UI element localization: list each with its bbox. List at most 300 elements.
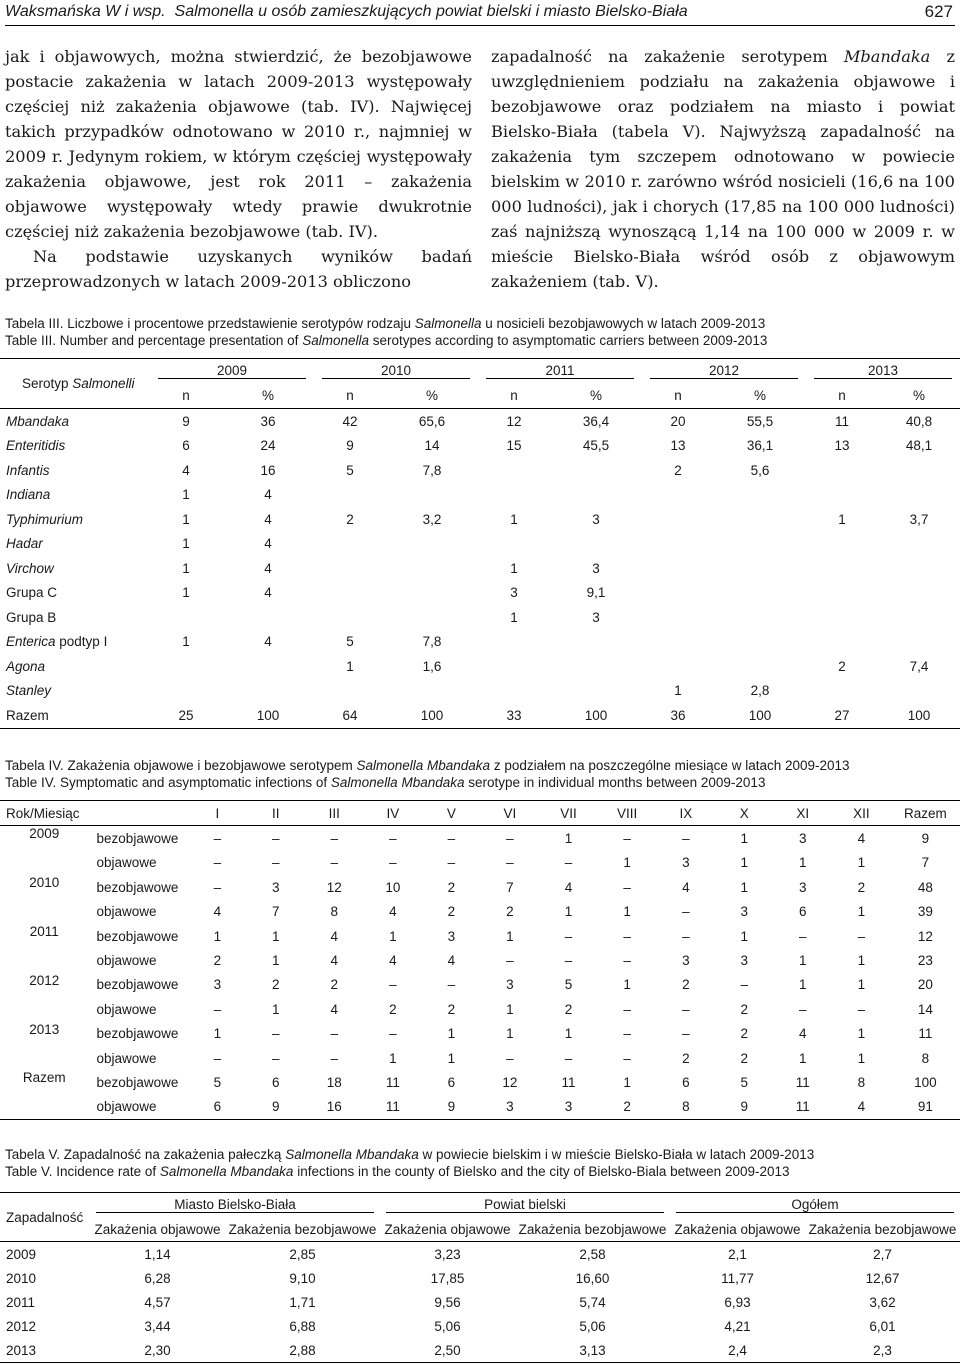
table4-cell: 1: [213, 928, 222, 944]
table5-group-header: [670, 1193, 960, 1218]
table4-cell: 4: [799, 1026, 807, 1042]
table4-year-cell: 2010: [29, 875, 60, 891]
table5: [0, 1192, 960, 1363]
table4-cell: 11: [795, 1074, 810, 1090]
table-row: [0, 948, 960, 972]
table4-cell: –: [623, 953, 631, 969]
table4-cell: –: [682, 928, 690, 944]
table5-cell: 9,10: [289, 1270, 316, 1286]
year-label: 2013: [814, 363, 952, 379]
table3-cell: [878, 483, 960, 508]
table3-cell: 1: [182, 487, 190, 503]
table3-cell: 36,4: [582, 413, 610, 429]
table4-cell: –: [447, 831, 456, 847]
table3-cell: 3,7: [909, 511, 929, 527]
table5-cell: 17,85: [430, 1270, 465, 1286]
table4-year-cell: 2009: [29, 826, 60, 842]
table4-cell: 12: [502, 1074, 518, 1090]
table5-cell: 2,4: [728, 1342, 747, 1358]
table3-serotype-cell: [0, 532, 150, 557]
table4-cell: 1: [740, 879, 749, 895]
table4-cell: 1: [272, 1001, 280, 1017]
table3-cell: 3: [592, 511, 600, 527]
table3-cell: [642, 556, 714, 581]
table4-cell: –: [623, 879, 631, 895]
serotype-name: Grupa B: [6, 609, 57, 625]
table4-cell: 1: [623, 855, 631, 871]
table4-header-cell: Rok/Miesiąc: [6, 805, 80, 821]
table3-cell: 7,4: [909, 658, 929, 674]
serotype-name: Stanley: [6, 683, 52, 699]
caption-text-italic: Salmonella Mbandaka: [285, 1147, 419, 1162]
running-header: [5, 1, 955, 26]
table-row: [0, 507, 960, 532]
table3-cell: 3: [510, 585, 518, 601]
table3-cell: 9,1: [586, 585, 606, 601]
table3-cell: 1: [838, 511, 846, 527]
table4-cell: 2: [389, 1001, 397, 1017]
table4-cell: –: [213, 1050, 222, 1066]
table4-header-cell: VI: [503, 805, 517, 821]
table4-cell: –: [506, 953, 514, 969]
table4-caption-en: [5, 774, 955, 791]
table3-cell: [386, 581, 478, 606]
table4-type-label: bezobjawowe: [96, 977, 179, 993]
table3-sub-pct: %: [753, 388, 766, 404]
table4-cell: –: [389, 1026, 397, 1042]
table3-cell: [642, 532, 714, 557]
table4-cell: 1: [799, 977, 807, 993]
table4-cell: 8: [330, 904, 338, 920]
table3-cell: 100: [256, 707, 280, 723]
table3-serotype-cell: [0, 605, 150, 630]
table4-cell: 1: [740, 831, 749, 847]
table5-sub-obj: Zakażenia objawowe: [384, 1221, 511, 1237]
table3-cell: 40,8: [905, 413, 933, 429]
table4-type-label: objawowe: [96, 1001, 157, 1017]
table4-cell: 4: [564, 879, 573, 895]
table3-cell: [314, 532, 386, 557]
table3-serotype-cell: [0, 434, 150, 459]
table4-cell: –: [213, 1001, 222, 1017]
table5-cell: 3,23: [434, 1246, 461, 1262]
table3-cell: 100: [748, 707, 772, 723]
body-text: z uwzględnieniem podziału na zakażenia objawowe i bezobjawowe oraz podziałem na miasto i powiat Bielsko-Biała (tabela V). Najwyższą zapadalność na zakażenia tym szczepem odnotowano w powiecie bielskim w 2010 r. zarówno wśród nosicieli (16,6 na 100 000 ludności), jak i chorych (17,85 na 100 000 ludności) zaś najniższą wynoszącą 1,14 na 100 000 w 2009 r. w mieście Bielsko-Biała wśród osób z objawowym zakażeniem (tab. V).: [491, 47, 955, 291]
table-row: [0, 605, 960, 630]
table4-cell: 3: [740, 904, 749, 920]
table4-cell: 1: [857, 977, 866, 993]
table3-cell: [386, 556, 478, 581]
caption-text: u nosicieli bezobjawowych w latach 2009-2013: [481, 316, 766, 331]
header-text: Serotyp: [22, 376, 73, 391]
table5-subheader-row: [0, 1217, 960, 1242]
table4-cell: 7: [506, 879, 514, 895]
table4-type-label: bezobjawowe: [96, 1026, 179, 1042]
table4-cell: 4: [857, 1099, 866, 1115]
table4-header-cell: IV: [386, 805, 400, 821]
table4-cell: 1: [506, 1026, 514, 1042]
table4-cell: –: [857, 1001, 866, 1017]
caption-text: serotype in individual months between 2009-2013: [464, 775, 766, 790]
table3-cell: [314, 679, 386, 704]
table3-cell: 48,1: [905, 438, 933, 454]
table-row: [0, 1314, 960, 1338]
table3-year-row: [0, 359, 960, 384]
table3-cell: 7,8: [422, 634, 442, 650]
table3-sub-n: n: [510, 388, 518, 404]
table4-cell: –: [564, 1050, 573, 1066]
table4-type-label: bezobjawowe: [96, 1074, 179, 1090]
table4-type-label: objawowe: [96, 855, 157, 871]
table4-cell: –: [799, 928, 807, 944]
table3-cell: [150, 654, 222, 679]
table3-serotype-cell: [0, 679, 150, 704]
table5-year-cell: 2009: [6, 1246, 37, 1262]
table3-cell: 2: [674, 462, 682, 478]
table4-cell: 1: [740, 855, 749, 871]
table4-cell: 23: [917, 953, 933, 969]
table3-cell: [478, 679, 550, 704]
caption-text: w powiecie bielskim i w mieście Bielsko-Biała w latach 2009-2013: [418, 1147, 815, 1162]
table-row: [0, 875, 960, 899]
table4-cell: –: [623, 831, 631, 847]
table4-cell: 7: [921, 855, 930, 871]
table4-cell: 2: [564, 1001, 573, 1017]
table3-cell: 16: [260, 462, 276, 478]
table3-cell: 1: [182, 560, 190, 576]
table3-year-header: [150, 359, 314, 384]
table4-cell: 10: [385, 879, 401, 895]
table4-cell: –: [740, 977, 749, 993]
table3-year-header: [314, 359, 478, 384]
table4-header-cell: II: [272, 805, 280, 821]
table3-cell: [642, 630, 714, 655]
table5-cell: 4,57: [144, 1294, 171, 1310]
table4-cell: 9: [921, 831, 930, 847]
table4-cell: 6: [682, 1074, 690, 1090]
table3-body: [0, 409, 960, 729]
caption-text-italic: Salmonella: [302, 333, 369, 348]
table4-cell: 4: [389, 904, 397, 920]
table4-cell: 8: [857, 1074, 866, 1090]
table4-cell: 3: [447, 928, 456, 944]
table3-cell: 1: [346, 658, 354, 674]
table-row: [0, 679, 960, 704]
table5-cell: 2,85: [289, 1246, 316, 1262]
table3-cell: [806, 605, 878, 630]
table5-sub-bez: Zakażenia bezobjawowe: [808, 1221, 957, 1237]
table3-sub-n: n: [346, 388, 354, 404]
caption-text: Table V. Incidence rate of: [5, 1164, 160, 1179]
caption-text: Tabela IV. Zakażenia objawowe i bezobjawowe serotypem: [5, 758, 357, 773]
table4-cell: 11: [795, 1099, 810, 1115]
table4-cell: 9: [740, 1099, 749, 1115]
table4-cell: 1: [799, 855, 807, 871]
caption-text-italic: Salmonella Mbandaka: [159, 1164, 294, 1179]
table5-year-cell: 2011: [6, 1294, 36, 1310]
table4-cell: 48: [917, 879, 933, 895]
table3-cell: 11: [834, 413, 849, 429]
table4-cell: –: [506, 831, 514, 847]
table4-cell: –: [682, 831, 690, 847]
table4-cell: 4: [857, 831, 866, 847]
table4-type-label: objawowe: [96, 1050, 157, 1066]
table5-group-header: [380, 1193, 670, 1218]
table4-cell: 2: [623, 1099, 631, 1115]
table5-cell: 2,1: [728, 1246, 747, 1262]
table3-serotype-cell: [0, 483, 150, 508]
table4-cell: –: [330, 855, 338, 871]
table4-cell: 6: [272, 1074, 280, 1090]
table3-cell: 1: [182, 536, 190, 552]
table4-cell: 1: [740, 928, 749, 944]
body-paragraph-2: Na podstawie uzyskanych wyników badań przeprowadzonych w latach 2009-2013 obliczono: [5, 247, 472, 291]
table3-cell: [314, 605, 386, 630]
table3-cell: 36,1: [746, 438, 774, 454]
table5-year-cell: 2010: [6, 1270, 37, 1286]
caption-text: infections in the county of Bielsko and the city of Bielsko-Biala between 2009-2013: [293, 1164, 790, 1179]
serotype-name: Mbandaka: [6, 413, 70, 429]
table4-cell: 4: [389, 953, 397, 969]
group-label: Powiat bielski: [386, 1197, 664, 1213]
table3-cell: [878, 605, 960, 630]
table4-year-cell: Razem: [0, 1070, 89, 1119]
table3-serotype-cell: [0, 630, 150, 655]
table4-cell: –: [623, 1001, 631, 1017]
table4-cell: 4: [330, 1001, 338, 1017]
table4-cell: 11: [385, 1074, 400, 1090]
table4-year-cell: 2011: [29, 923, 59, 939]
table4-cell: 1: [272, 928, 280, 944]
table3-cell: 15: [506, 438, 522, 454]
body-paragraph-1: jak i objawowych, można stwierdzić, że bezobjawowe postacie zakażenia w latach 2009-2013 występowały częściej niż zakażenia objawowe (tab. IV). Najwięcej takich przypadków odnotowano w 2010 r., najmniej w 2009 r. Jedynym rokiem, w którym częściej występowały zakażenia objawowe, jest rok 2011 – zakażenia objawowe występowały wtedy prawie dwukrotnie częściej niż zakażenia bezobjawowe (tab. IV).: [5, 47, 472, 241]
table4-cell: 1: [623, 904, 631, 920]
year-label: 2011: [486, 363, 634, 379]
table3-cell: 4: [264, 536, 272, 552]
table5-cell: 2,50: [434, 1342, 461, 1358]
table4-cell: 1: [389, 928, 397, 944]
table4-cell: –: [623, 1050, 631, 1066]
table3-cell: [550, 630, 642, 655]
serotype-name: Virchow: [6, 560, 54, 576]
table4-cell: 2: [740, 1050, 749, 1066]
table4-cell: 2: [857, 879, 866, 895]
table-row: [0, 1022, 960, 1046]
table5-sub-bez: Zakażenia bezobjawowe: [228, 1221, 377, 1237]
serotype-suffix: podtyp I: [55, 634, 108, 650]
table4-cell: 11: [561, 1074, 576, 1090]
table4-cell: 3: [272, 879, 280, 895]
table3-cell: [878, 458, 960, 483]
table3-sub-pct: %: [589, 388, 602, 404]
table3-cell: [314, 483, 386, 508]
table3-cell: [806, 581, 878, 606]
table4-type-label: objawowe: [96, 904, 157, 920]
table4-cell: –: [272, 1050, 280, 1066]
table5-cell: 3,62: [869, 1294, 896, 1310]
table3-cell: [806, 532, 878, 557]
serotype-name: Typhimurium: [6, 511, 84, 527]
table3-caption: [5, 315, 955, 349]
table5-cell: 6,28: [144, 1270, 171, 1286]
table5-cell: 2,58: [579, 1246, 606, 1262]
table3-cell: 2: [346, 511, 354, 527]
table3-sub-n: n: [674, 388, 682, 404]
table3-cell: 14: [424, 438, 440, 454]
table3-cell: [714, 581, 806, 606]
table4-cell: 2: [447, 904, 456, 920]
table4-cell: 14: [917, 1001, 933, 1017]
table4-cell: 9: [447, 1099, 456, 1115]
table5-cell: 11,77: [721, 1270, 754, 1286]
table4-cell: 11: [918, 1026, 933, 1042]
table5-cell: 3,44: [144, 1318, 171, 1334]
serotype-name: Hadar: [6, 536, 43, 552]
table4-cell: 91: [917, 1099, 933, 1115]
table-row: [0, 532, 960, 557]
table3-cell: 13: [670, 438, 686, 454]
table4-cell: 3: [564, 1099, 573, 1115]
table4-cell: –: [623, 1026, 631, 1042]
table4-cell: –: [447, 977, 456, 993]
table3-cell: 42: [342, 413, 358, 429]
table5-cell: 4,21: [724, 1318, 751, 1334]
table3-cell: 12: [506, 413, 522, 429]
table5-cell: 6,88: [289, 1318, 316, 1334]
table4-cell: 12: [326, 879, 342, 895]
table4-header-cell: XII: [853, 805, 870, 821]
table3-year-header: [806, 359, 960, 384]
table4-cell: –: [213, 855, 222, 871]
table3-cell: 1: [182, 634, 190, 650]
table5-caption: [5, 1146, 955, 1180]
table4-cell: 4: [682, 879, 690, 895]
table3-cell: 64: [342, 707, 358, 723]
table4-cell: 4: [330, 928, 338, 944]
table3-year-header: [642, 359, 806, 384]
table3-cell: 33: [506, 707, 522, 723]
table4-cell: 3: [213, 977, 222, 993]
table4-cell: 1: [857, 1050, 866, 1066]
table5-cell: 1,71: [289, 1294, 316, 1310]
table3-cell: [478, 532, 550, 557]
table4-cell: 11: [385, 1099, 400, 1115]
year-label: 2009: [158, 363, 306, 379]
table4-cell: –: [564, 953, 573, 969]
table3-cell: 24: [260, 438, 276, 454]
table3-cell: [550, 679, 642, 704]
table3-serotype-cell: [0, 507, 150, 532]
table3-cell: [642, 605, 714, 630]
table4-cell: –: [213, 831, 222, 847]
table5-sub-obj: Zakażenia objawowe: [674, 1221, 801, 1237]
table4-cell: –: [389, 977, 397, 993]
table-row: [0, 1338, 960, 1363]
table3-cell: [478, 458, 550, 483]
table5-caption-pl: [5, 1146, 955, 1163]
table3-cell: 4: [264, 511, 272, 527]
table3-cell: 36: [260, 413, 276, 429]
caption-text: z podziałem na poszczególne miesiące w latach 2009-2013: [490, 758, 850, 773]
table4-cell: 1: [857, 904, 866, 920]
table4-cell: 39: [917, 904, 933, 920]
table4-cell: 4: [330, 953, 338, 969]
caption-text: Tabela III. Liczbowe i procentowe przedstawienie serotypów rodzaju: [5, 316, 415, 331]
table3-cell: [806, 556, 878, 581]
page-number: 627: [924, 2, 953, 21]
table-row: [0, 409, 960, 434]
table3-sub-pct: %: [425, 388, 438, 404]
table3-cell: 5: [346, 634, 354, 650]
table-row: [0, 1046, 960, 1070]
table4-cell: –: [447, 855, 456, 871]
table4-cell: 3: [682, 953, 690, 969]
table3-cell: 13: [834, 438, 850, 454]
table4-cell: 6: [213, 1099, 222, 1115]
table5-cell: 2,3: [873, 1342, 892, 1358]
table4-cell: 1: [799, 953, 807, 969]
table3-cell: 45,5: [582, 438, 610, 454]
header-text-italic: Salmonelli: [72, 376, 135, 391]
table-row: [0, 1242, 960, 1267]
table3-cell: 1,6: [422, 658, 442, 674]
table4-cell: 2: [213, 953, 222, 969]
table4-cell: 1: [447, 1026, 456, 1042]
table3-cell: 1: [510, 560, 518, 576]
table-row: [0, 703, 960, 728]
table4-header-cell: Razem: [903, 805, 947, 821]
table4-cell: 16: [326, 1099, 342, 1115]
table3-cell: [642, 581, 714, 606]
table4-header-row: [0, 801, 960, 826]
table3-cell: [642, 483, 714, 508]
table3-cell: 100: [584, 707, 608, 723]
table3-cell: 3: [592, 609, 600, 625]
table3-cell: 6: [182, 438, 190, 454]
table3-cell: 1: [510, 511, 518, 527]
table5-cell: 5,06: [434, 1318, 461, 1334]
table4-cell: 2: [682, 977, 690, 993]
table4-header-cell: V: [446, 805, 456, 821]
caption-text: serotypes according to asymptomatic carriers between 2009-2013: [368, 333, 768, 348]
running-head-authors: Waksmańska W i wsp.: [5, 3, 166, 20]
table4-type-label: objawowe: [96, 1099, 157, 1115]
table4-caption: [5, 757, 955, 791]
table3-cell: [642, 654, 714, 679]
table3-cell: [878, 532, 960, 557]
table4-cell: 8: [682, 1099, 690, 1115]
table3-cell: 4: [264, 487, 272, 503]
table5-cell: 5,74: [579, 1294, 606, 1310]
table4-body: [0, 826, 960, 1120]
table3-cell: 20: [670, 413, 686, 429]
table4-cell: 2: [740, 1001, 749, 1017]
table4-cell: –: [330, 1050, 338, 1066]
table4-cell: 1: [564, 1026, 573, 1042]
table5-cell: 5,06: [579, 1318, 606, 1334]
group-label: Miasto Bielsko-Biała: [96, 1197, 374, 1213]
table4-cell: –: [857, 928, 866, 944]
table5-cell: 6,93: [724, 1294, 751, 1310]
table4-header-cell: VII: [560, 805, 577, 821]
table4-cell: 3: [506, 1099, 514, 1115]
table3-cell: [386, 483, 478, 508]
table-row: [0, 434, 960, 459]
table4-cell: –: [272, 831, 280, 847]
table3-cell: [550, 654, 642, 679]
table3-cell: [878, 581, 960, 606]
body-text: zapadalność na zakażenie serotypem: [491, 47, 844, 66]
